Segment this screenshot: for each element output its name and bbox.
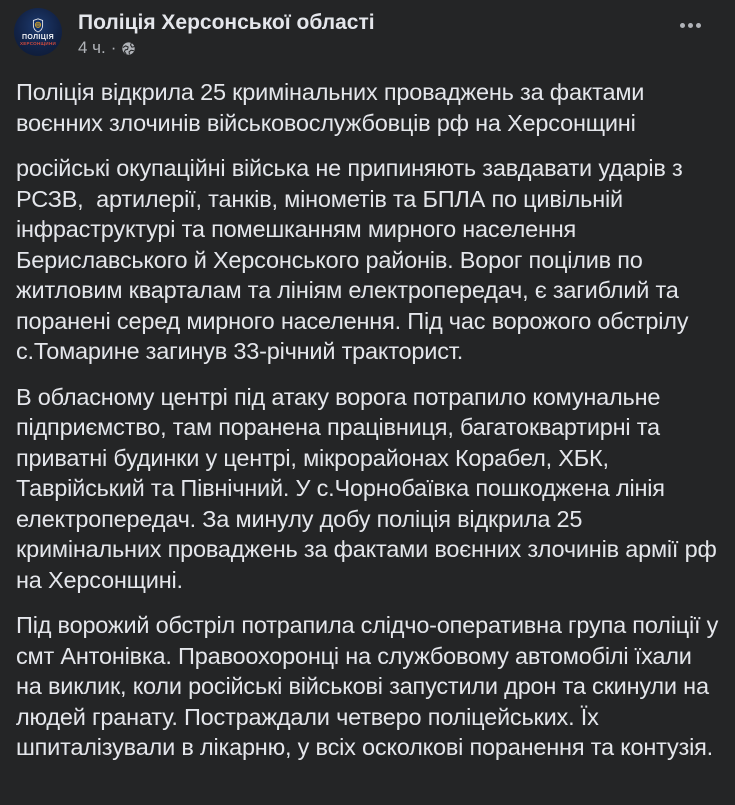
post-timestamp[interactable]: 4 ч. [78,38,106,57]
avatar-text-khersonshchyna: ХЕРСОНЩИНИ [19,40,57,46]
header-info [78,8,375,57]
page-avatar[interactable] [14,8,62,56]
globe-public-icon [121,41,136,56]
post-paragraph: Поліція відкрила 25 кримінальних проваджень за фактами воєнних злочинів військовослужбовців рф на Херсонщині [16,79,651,136]
avatar-text-policia: ПОЛІЦІЯ [21,33,55,41]
post-options-button[interactable] [673,13,707,37]
post-paragraph: російські окупаційні війська не припиняють завдавати ударів з РСЗВ, артилерії, танків, мінометів та БПЛА по цивільній інфраструктурі та помешканням мирного населення Бериславського й Херсонського районів. Ворог поцілив по житловим кварталам та лініям електропередач, є загиблий та поранені серед мирного населення. Під час ворожого обстрілу с.Томарине загинув 33-річний тракторист. [16,155,695,364]
post-text [0,77,735,763]
post-paragraph: Під ворожий обстріл потрапила слідчо-оперативна група поліції у смт Антонівка. Правоохоронці на службовому автомобілі їхали на виклик, коли російські військові запустили дрон та скинули на людей гранату. Постраждали четверо поліцейських. Їх шпиталізували в лікарню, у всіх осколкові поранення та контузія. [16,612,725,760]
police-badge-icon [31,18,45,33]
post-meta [78,39,375,57]
more-options-icon [680,23,685,28]
meta-separator: · [110,38,117,57]
post-paragraph: В обласному центрі під атаку ворога потрапило комунальне підприємство, там поранена працівниця, багатоквартирні та приватні будинки у центрі, мікрорайонах Корабел, ХБК, Таврійський та Північний. У с.Чорнобаївка пошкоджена лінія електропередач. За минулу добу поліція відкрила 25 кримінальних проваджень за фактами воєнних злочинів армії рф на Херсонщині. [16,383,723,593]
page-name-link[interactable]: Поліція Херсонської області [78,11,375,34]
post-header [0,0,735,57]
